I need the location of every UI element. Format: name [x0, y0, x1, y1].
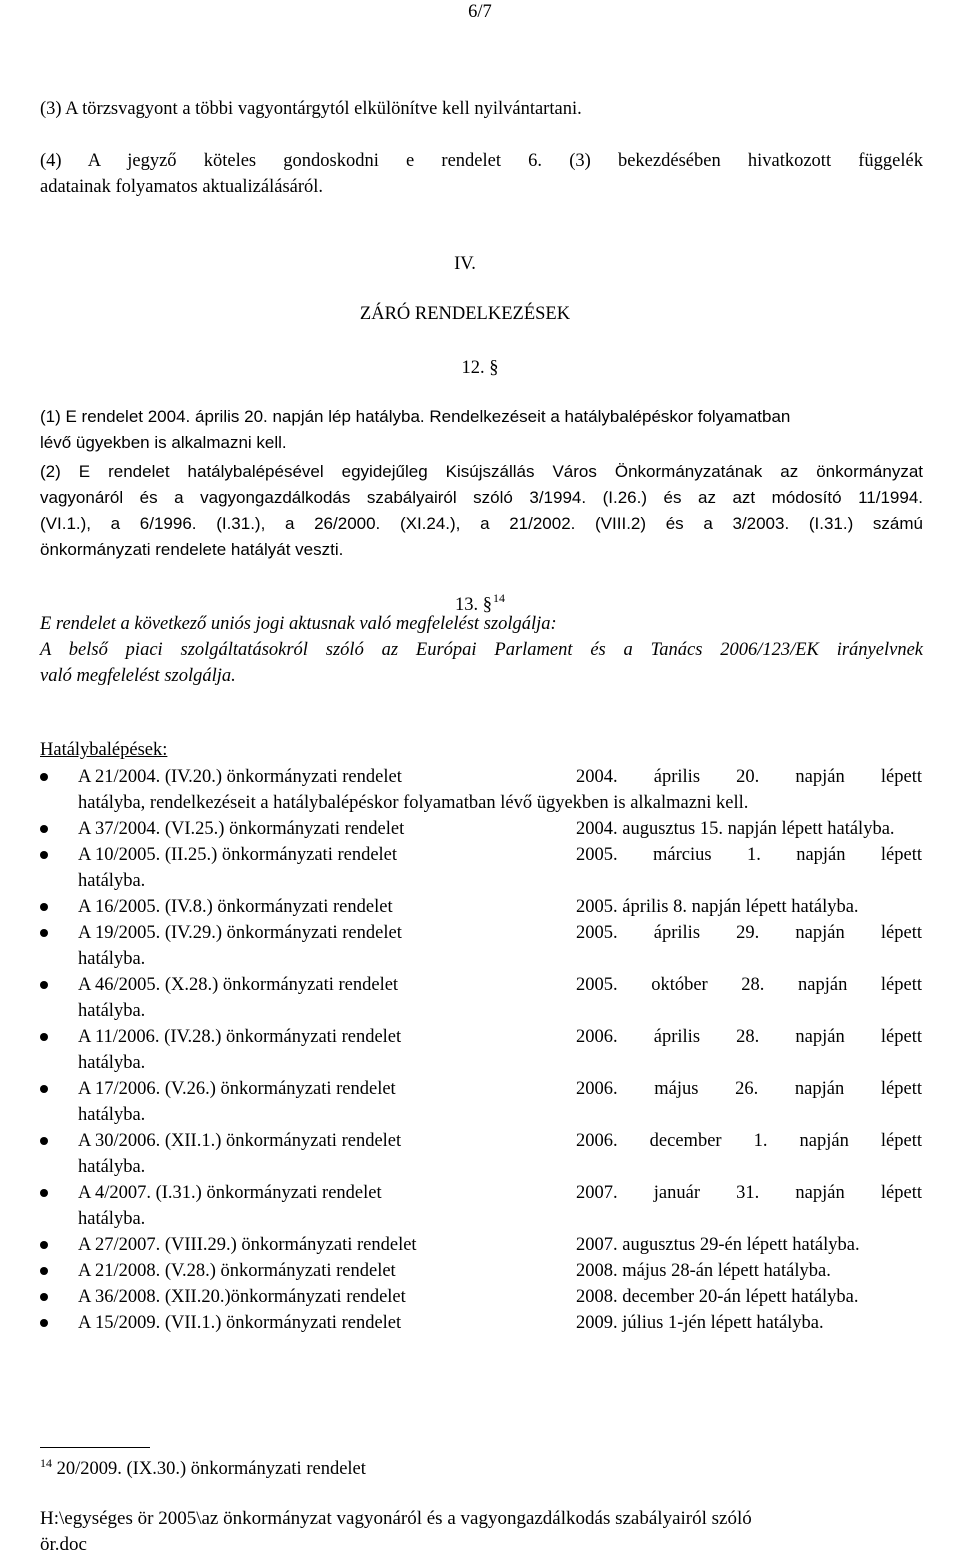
effective-date-item	[40, 1024, 922, 1076]
effective-date-row	[78, 816, 922, 842]
effective-date-row	[78, 1284, 922, 1310]
effective-date: 2004. április 20. napján lépett	[576, 767, 922, 787]
section-12-heading: 12. §	[461, 358, 499, 378]
regulation-reference: A 17/2006. (V.26.) önkormányzati rendelet	[78, 1079, 396, 1099]
bullet-icon	[40, 1033, 48, 1041]
effective-date: 2007. január 31. napján lépett	[576, 1183, 922, 1203]
footnote	[40, 1452, 366, 1480]
effective-date-row	[78, 1128, 922, 1154]
effective-date: 2006. december 1. napján lépett	[576, 1131, 922, 1151]
bullet-icon	[40, 981, 48, 989]
regulation-reference: A 36/2008. (XII.20.)önkormányzati rendelet	[78, 1287, 406, 1307]
effective-date-continuation: hatályba.	[78, 1053, 146, 1073]
effective-date: 2006. április 28. napján lépett	[576, 1027, 922, 1047]
regulation-reference: A 37/2004. (VI.25.) önkormányzati rendelet	[78, 819, 405, 839]
bullet-icon	[40, 1267, 48, 1275]
bullet-icon	[40, 1137, 48, 1145]
effective-date: 2005. október 28. napján lépett	[576, 975, 922, 995]
footnote-separator	[40, 1447, 150, 1448]
effective-date-continuation: hatályba.	[78, 1105, 146, 1125]
effective-date-continuation: hatályba.	[78, 1001, 146, 1021]
effective-date: 2005. március 1. napján lépett	[576, 845, 922, 865]
section-13-line1: E rendelet a következő uniós jogi aktusnak való megfelelést szolgálja:	[40, 614, 557, 634]
regulation-reference: A 30/2006. (XII.1.) önkormányzati rendelet	[78, 1131, 402, 1151]
paragraph-4-line1: (4) A jegyző köteles gondoskodni e rendelet 6. (3) bekezdésében hivatkozott függelék	[40, 151, 923, 171]
effective-date-row	[78, 842, 922, 868]
effective-date-item	[40, 816, 922, 842]
regulation-reference: A 16/2005. (IV.8.) önkormányzati rendelet	[78, 897, 393, 917]
section-12-p1-line2: lévő ügyekben is alkalmazni kell.	[40, 433, 287, 452]
paragraph-3: (3) A törzsvagyont a többi vagyontárgytól elkülönítve kell nyilvántartani.	[40, 99, 582, 119]
effective-date: 2005. április 29. napján lépett	[576, 923, 922, 943]
footnote-text: 20/2009. (IX.30.) önkormányzati rendelet	[52, 1459, 366, 1479]
chapter-number: IV.	[454, 254, 476, 274]
regulation-reference: A 27/2007. (VIII.29.) önkormányzati rendelet	[78, 1235, 417, 1255]
effective-date-item	[40, 894, 922, 920]
regulation-reference: A 4/2007. (I.31.) önkormányzati rendelet	[78, 1183, 382, 1203]
effective-date-item	[40, 1128, 922, 1180]
bullet-icon	[40, 773, 48, 781]
section-13-line3: való megfelelést szolgálja.	[40, 666, 236, 686]
effective-date-item	[40, 1284, 922, 1310]
effective-date-row	[78, 1180, 922, 1206]
bullet-icon	[40, 1085, 48, 1093]
effective-date-item	[40, 1232, 922, 1258]
effective-dates-heading: Hatálybalépések:	[40, 740, 168, 760]
section-12-p2-line2: vagyonáról és a vagyongazdálkodás szabályairól szóló 3/1994. (I.26.) és az azt módosító 11/1994.	[40, 488, 923, 507]
regulation-reference: A 10/2005. (II.25.) önkormányzati rendelet	[78, 845, 398, 865]
paragraph-4-line2: adatainak folyamatos aktualizálásáról.	[40, 177, 324, 197]
effective-date-row	[78, 1232, 922, 1258]
bullet-icon	[40, 1319, 48, 1327]
bullet-icon	[40, 929, 48, 937]
effective-date-row	[78, 1024, 922, 1050]
regulation-reference: A 15/2009. (VII.1.) önkormányzati rendelet	[78, 1313, 402, 1333]
effective-date-row	[78, 1076, 922, 1102]
effective-date: 2005. április 8. napján lépett hatályba.	[576, 897, 859, 917]
effective-date-row	[78, 920, 922, 946]
section-13-line2: A belső piaci szolgáltatásokról szóló az Európai Parlament és a Tanács 2006/123/EK irányelvnek	[40, 640, 923, 660]
section-12-p1-line1: (1) E rendelet 2004. április 20. napján lép hatályba. Rendelkezéseit a hatálybalépéskor folyamatban	[40, 407, 791, 426]
effective-date: 2007. augusztus 29-én lépett hatályba.	[576, 1235, 860, 1255]
effective-date: 2008. május 28-án lépett hatályba.	[576, 1261, 831, 1281]
effective-date-row	[78, 1310, 922, 1336]
file-path-line2: ör.doc	[40, 1534, 87, 1555]
effective-date-item	[40, 1076, 922, 1128]
effective-date-item	[40, 842, 922, 894]
effective-date-continuation: hatályba.	[78, 949, 146, 969]
chapter-title: ZÁRÓ RENDELKEZÉSEK	[359, 304, 571, 324]
section-12-p2-line4: önkormányzati rendelete hatályát veszti.	[40, 540, 344, 559]
effective-date-row	[78, 764, 922, 790]
effective-date-item	[40, 764, 922, 816]
bullet-icon	[40, 903, 48, 911]
effective-date-item	[40, 1258, 922, 1284]
effective-date: 2006. május 26. napján lépett	[576, 1079, 922, 1099]
effective-date-item	[40, 920, 922, 972]
effective-date-item	[40, 1180, 922, 1232]
regulation-reference: A 46/2005. (X.28.) önkormányzati rendelet	[78, 975, 399, 995]
section-12-p2-line1: (2) E rendelet hatálybalépésével egyidejűleg Kisújszállás Város Önkormányzatának az önkormányzat	[40, 462, 923, 481]
footnote-number: 14	[40, 1456, 52, 1470]
regulation-reference: A 19/2005. (IV.29.) önkormányzati rendelet	[78, 923, 402, 943]
effective-date-item	[40, 972, 922, 1024]
regulation-reference: A 11/2006. (IV.28.) önkormányzati rendelet	[78, 1027, 402, 1047]
effective-date-item	[40, 1310, 922, 1336]
bullet-icon	[40, 825, 48, 833]
effective-date-row	[78, 972, 922, 998]
effective-date: 2008. december 20-án lépett hatályba.	[576, 1287, 859, 1307]
effective-date-continuation: hatályba.	[78, 1157, 146, 1177]
bullet-icon	[40, 851, 48, 859]
effective-date-continuation: hatályba, rendelkezéseit a hatálybalépéskor folyamatban lévő ügyekben is alkalmazni kell.	[78, 793, 749, 813]
bullet-icon	[40, 1189, 48, 1197]
section-13-heading-text: 13. §	[455, 595, 492, 615]
effective-dates-list	[40, 764, 922, 1336]
footnote-reference[interactable]: 14	[493, 591, 505, 605]
regulation-reference: A 21/2004. (IV.20.) önkormányzati rendelet	[78, 767, 402, 787]
effective-date-row	[78, 894, 922, 920]
file-path-line1: H:\egységes ör 2005\az önkormányzat vagyonáról és a vagyongazdálkodás szabályairól szóló	[40, 1508, 752, 1529]
effective-date: 2004. augusztus 15. napján lépett hatályba.	[576, 819, 895, 839]
effective-date-continuation: hatályba.	[78, 1209, 146, 1229]
effective-date: 2009. július 1-jén lépett hatályba.	[576, 1313, 824, 1333]
bullet-icon	[40, 1241, 48, 1249]
section-12-p2-line3: (VI.1.), a 6/1996. (I.31.), a 26/2000. (XI.24.), a 21/2002. (VIII.2) és a 3/2003. (I.31.) számú	[40, 514, 923, 533]
bullet-icon	[40, 1293, 48, 1301]
regulation-reference: A 21/2008. (V.28.) önkormányzati rendelet	[78, 1261, 396, 1281]
page-number: 6/7	[468, 2, 492, 22]
effective-date-continuation: hatályba.	[78, 871, 146, 891]
effective-date-row	[78, 1258, 922, 1284]
